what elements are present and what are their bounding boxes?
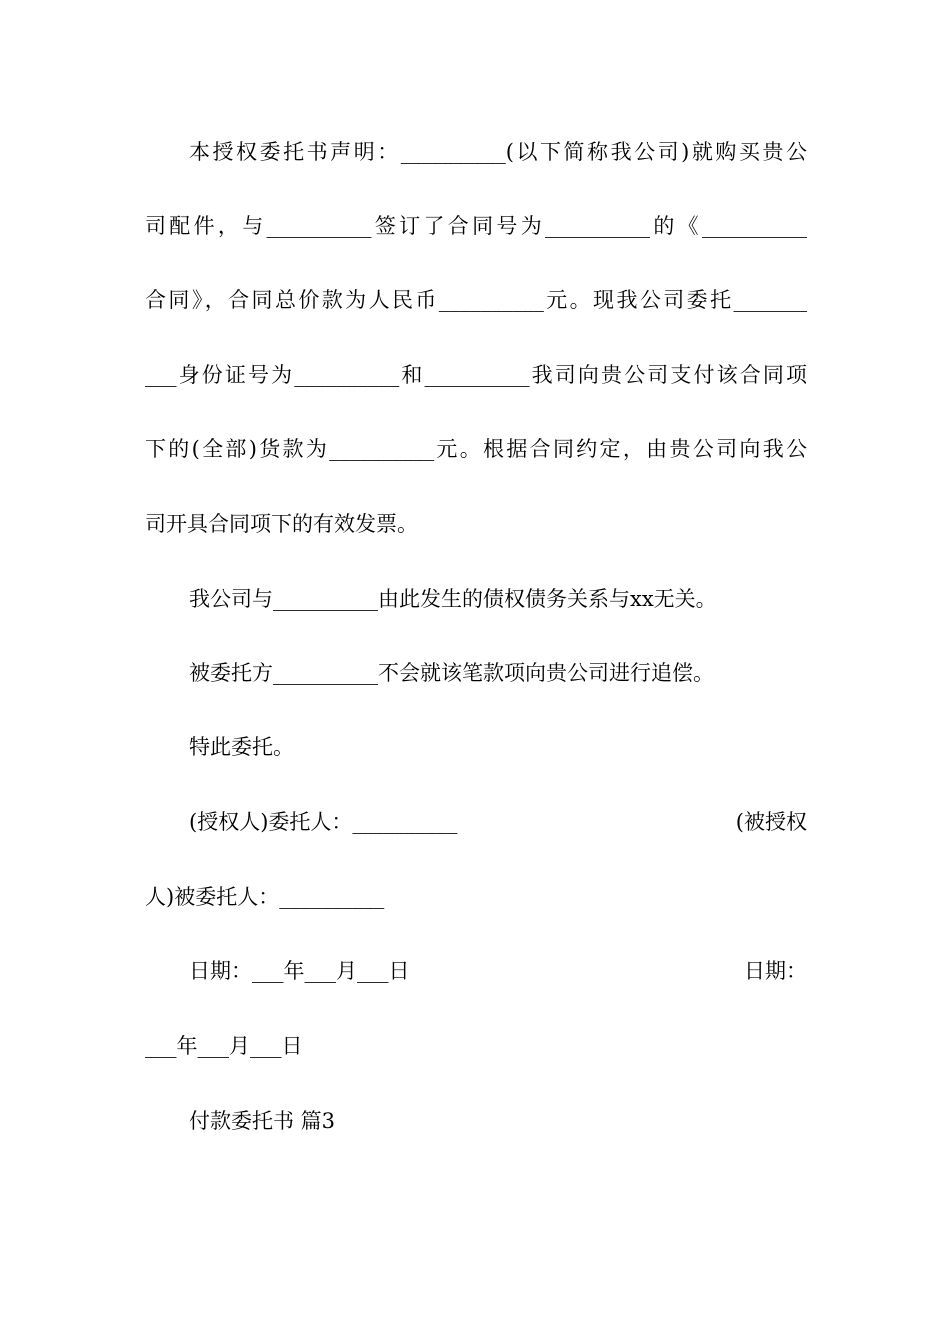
signature-line-2: 人)被委托人：__________ — [145, 885, 385, 909]
paragraph-1-line-5: 下的(全部)货款为__________元。根据合同约定，由贵公司向我公 — [145, 437, 807, 461]
paragraph-1-line-3: 合同》，合同总价款为人民币__________元。现我公司委托_______ — [145, 288, 807, 312]
paragraph-1-line-4: ___身份证号为__________和__________我司向贵公司支付该合同项 — [145, 363, 807, 387]
grantee-signature-label-start: (被授权 — [735, 810, 807, 834]
paragraph-1-line-2: 司配件，与__________签订了合同号为__________的《__________ — [145, 214, 807, 238]
next-section-title: 付款委托书 篇3 — [189, 1109, 336, 1133]
date-line-2: ___年___月___日 — [145, 1034, 303, 1058]
signature-line-1 — [189, 807, 807, 837]
paragraph-4: 特此委托。 — [189, 735, 294, 759]
date-line-1 — [189, 956, 807, 986]
paragraph-3: 被委托方__________不会就该笔款项向贵公司进行追偿。 — [189, 661, 714, 685]
grantor-date: 日期：___年___月___日 — [189, 959, 410, 983]
paragraph-1-line-1: 本授权委托书声明：__________(以下简称我公司)就购买贵公 — [189, 140, 807, 164]
grantor-signature-label: (授权人)委托人：__________ — [189, 810, 458, 834]
paragraph-1-line-6: 司开具合同项下的有效发票。 — [145, 512, 418, 536]
paragraph-2: 我公司与__________由此发生的债权债务关系与xx无关。 — [189, 587, 717, 611]
grantee-date-label: 日期： — [744, 959, 807, 983]
